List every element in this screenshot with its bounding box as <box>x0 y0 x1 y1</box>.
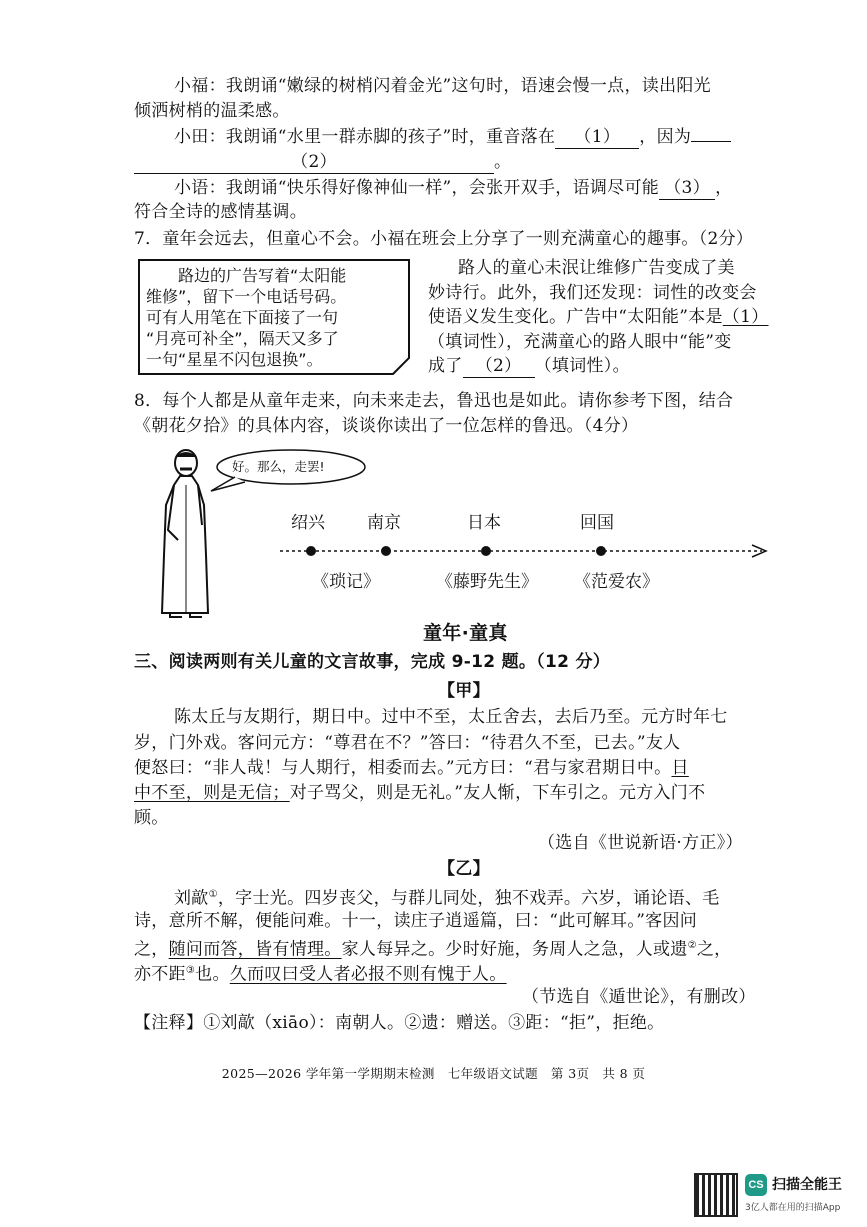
yi-note-mark-2: ② <box>687 940 697 951</box>
q8-line-2: 《朝花夕拾》的具体内容，谈谈你读出了一位怎样的鲁迅。（4分） <box>134 416 639 436</box>
qr-code-icon <box>694 1173 738 1217</box>
jia-source: （选自《世说新语·方正》） <box>538 833 743 853</box>
yi-line-3 <box>134 935 731 961</box>
timeline-dot-shaoxing <box>306 546 316 556</box>
ad-line-4: “月亮可补全”，隔天又多了 <box>146 329 339 348</box>
blank-2-start[interactable] <box>691 141 731 142</box>
jia-line-1: 陈太丘与友期行，期日中。过中不至，太丘舍去，去后乃至。元方时年七 <box>174 707 728 727</box>
q6-comma: ， <box>715 178 733 198</box>
jia-label: 【甲】 <box>438 681 490 701</box>
jia-line-3 <box>134 757 689 779</box>
q7-right-2: 妙诗行。此外，我们还发现：词性的改变会 <box>428 283 757 303</box>
yi-underline-2: 久而叹曰受人者必报不则有愧于人。 <box>229 964 507 985</box>
jia-line-5: 顾。 <box>134 808 169 828</box>
ad-line-2: 维修”，留下一个电话号码。 <box>146 287 347 306</box>
watermark-title: 扫描全能王 <box>772 1177 842 1193</box>
ad-line-5: 一句“星星不闪包退换”。 <box>146 350 323 369</box>
section-heading: 童年·童真 <box>423 622 508 644</box>
timeline-dot-return <box>596 546 606 556</box>
yi-line-2: 诗，意所不解，便能问难。十一，读庄子逍遥篇，曰：“此可解耳。”客因问 <box>134 911 698 931</box>
ad-line-3: 可有人用笔在下面接了一句 <box>146 308 339 327</box>
blank-2[interactable]: （2） <box>134 151 494 174</box>
q7-right-5-a: 成了 <box>428 356 463 376</box>
yi-name: 刘歊 <box>174 888 209 909</box>
yi-note-mark-1: ① <box>208 889 218 900</box>
place-return: 回国 <box>580 513 614 533</box>
jia-line-3-text: 便怒曰：“非人哉！与人期行，相委而去。”元方曰：“君与家君期日中。 <box>134 758 672 778</box>
jia-line-2: 岁，门外戏。客问元方：“尊君在不？”答曰：“待君久不至，已去。”友人 <box>134 733 681 753</box>
q6-line-xiaoyu <box>174 177 732 200</box>
q7-right-5-c: （填词性）。 <box>534 356 630 376</box>
yi-line-3-b: 家人每异之。少时好施，务周人之急，人或遗 <box>341 939 688 960</box>
watermark-subtitle: 3亿人都在用的扫描App <box>745 1203 841 1213</box>
q7-title: 7．童年会远去，但童心不会。小福在班会上分享了一则充满童心的趣事。（2分） <box>134 229 754 249</box>
q6-line-end: 符合全诗的感情基调。 <box>134 202 307 222</box>
yi-label: 【乙】 <box>438 859 490 879</box>
q7-blank-1[interactable]: （1） <box>722 307 769 327</box>
yi-line-4-b: 也。 <box>195 964 230 985</box>
yi-underline-1: 随问而答，皆有情理。 <box>168 939 342 960</box>
q7-right-4: （填词性），充满童心的路人眼中“能”变 <box>428 332 732 352</box>
place-shaoxing: 绍兴 <box>291 513 325 533</box>
blank-1[interactable]: （1） <box>555 126 639 149</box>
ad-note-box <box>138 259 410 375</box>
q6-line-xiaofu: 小福：我朗诵“嫩绿的树梢闪着金光”这句时，语速会慢一点，读出阳光 <box>174 76 711 96</box>
q8-line-1: 8．每个人都是从童年走来，向未来走去，鲁迅也是如此。请你参考下图，结合 <box>134 391 734 411</box>
yi-line-1 <box>174 884 720 910</box>
work-suoji: 《琐记》 <box>312 572 380 592</box>
yi-source: （节选自《遁世论》，有删改） <box>522 987 756 1007</box>
q6-xiaoyu-text: 小语：我朗诵“快乐得好像神仙一样”，会张开双手，语调尽可能 <box>174 178 660 198</box>
timeline-dot-nanjing <box>381 546 391 556</box>
q6-line-xiaotian <box>174 126 731 149</box>
section-title: 三、阅读两则有关儿童的文言故事，完成 9-12 题。（12 分） <box>134 652 611 672</box>
speech-text: 好。那么，走罢! <box>232 459 325 474</box>
q6-line-blank2 <box>134 151 511 174</box>
yi-line-1-text: ，字士光。四岁丧父，与群儿同处，独不戏弄。六岁，诵论语、毛 <box>217 888 720 909</box>
yi-line-4 <box>134 960 507 986</box>
q6-period: 。 <box>494 152 512 172</box>
page-footer: 2025—2026 学年第一学期期末检测 七年级语文试题 第 3页 共 8 页 <box>221 1066 646 1081</box>
q7-right-5 <box>428 355 630 378</box>
ad-line-1: 路边的广告写着“太阳能 <box>178 266 347 285</box>
yi-line-4-a: 亦不距 <box>134 964 186 985</box>
q7-right-3 <box>428 306 769 328</box>
timeline-dot-japan <box>481 546 491 556</box>
yi-line-3-c: 之， <box>696 939 732 960</box>
timeline-arrow <box>280 543 770 559</box>
jia-underline-start: 日 <box>671 758 689 778</box>
q6-line-xiaofu-cont: 倾洒树梢的温柔感。 <box>134 101 290 121</box>
jia-line-4 <box>134 782 705 804</box>
q6-xiaotian-text: 小田：我朗诵“水里一群赤脚的孩子”时，重音落在 <box>174 127 556 147</box>
work-fanainong: 《范爱农》 <box>574 572 659 592</box>
yi-line-3-a: 之， <box>134 939 169 960</box>
q7-right-1: 路人的童心未泯让维修广告变成了美 <box>458 258 735 278</box>
place-japan: 日本 <box>467 513 501 533</box>
q7-right-3-text: 使语义发生变化。广告中“太阳能”本是 <box>428 307 723 327</box>
blank-3[interactable]: （3） <box>659 177 715 200</box>
q7-blank-2[interactable]: （2） <box>463 355 535 378</box>
place-nanjing: 南京 <box>367 513 401 533</box>
yi-note-mark-3: ③ <box>185 965 196 976</box>
work-tengye: 《藤野先生》 <box>436 572 538 592</box>
yi-annotation: 【注释】①刘歊（xiāo）：南朝人。②遗：赠送。③距：“拒”，拒绝。 <box>134 1013 665 1033</box>
q6-xiaotian-because: ，因为 <box>639 127 692 147</box>
ad-fold-line <box>390 355 410 375</box>
camscanner-logo: CS <box>745 1174 767 1196</box>
jia-line-4-text: 对子骂父，则是无礼。”友人惭，下车引之。元方入门不 <box>289 783 706 803</box>
jia-underline-sentence: 中不至，则是无信； <box>134 783 290 803</box>
